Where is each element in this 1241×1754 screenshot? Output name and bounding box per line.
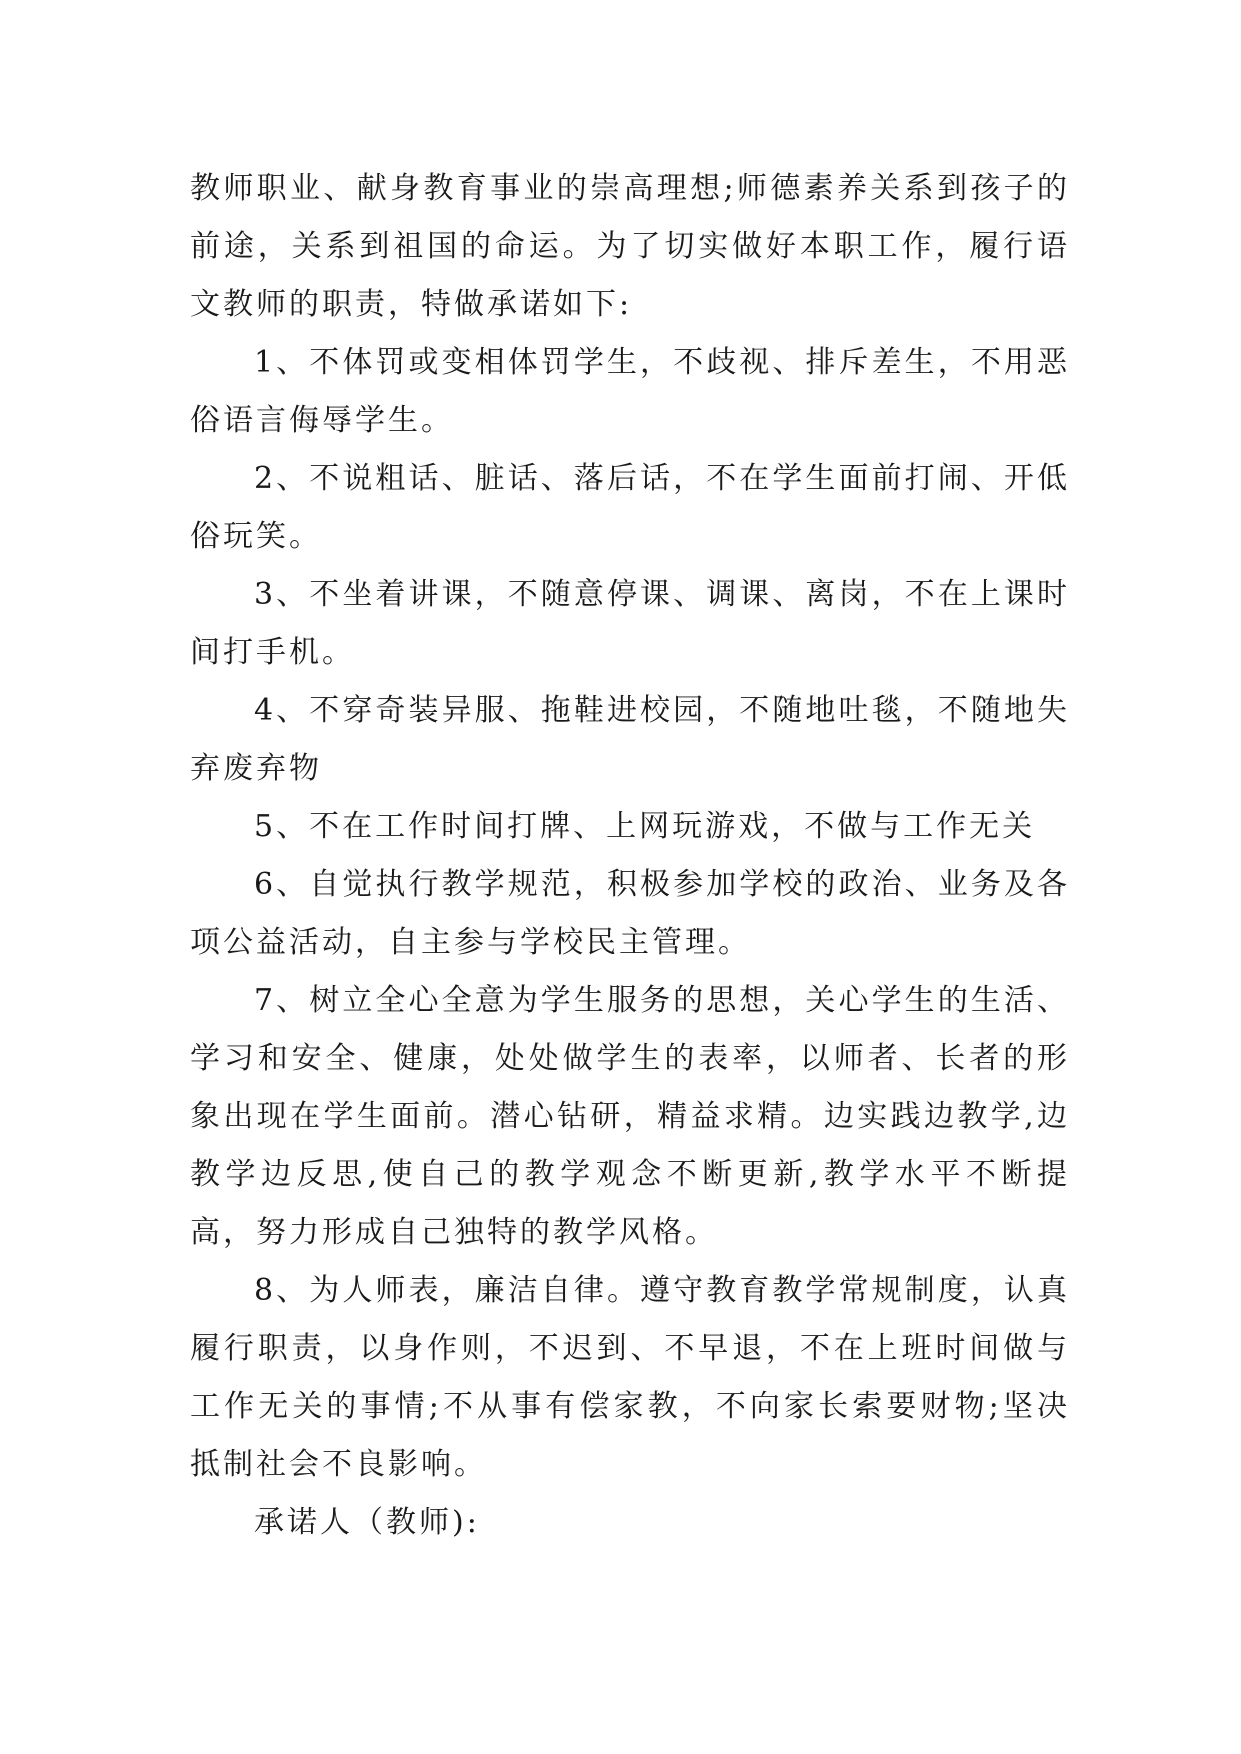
commitment-item-7: 7、树立全心全意为学生服务的思想，关心学生的生活、学习和安全、健康，处处做学生的表率，以师者、长者的形象出现在学生面前。潜心钻研，精益求精。边实践边教学,边教学边反思,使自己的教学观念不断更新,教学水平不断提高，努力形成自己独特的教学风格。 bbox=[190, 983, 1070, 1250]
commitment-item-1: 1、不体罚或变相体罚学生，不歧视、排斥差生，不用恶俗语言侮辱学生。 bbox=[190, 345, 1070, 438]
commitment-item-5: 5、不在工作时间打牌、上网玩游戏，不做与工作无关 bbox=[254, 809, 1036, 844]
commitment-item-8: 8、为人师表，廉洁自律。遵守教育教学常规制度，认真履行职责，以身作则，不迟到、不早退，不在上班时间做与工作无关的事情;不从事有偿家教，不向家长索要财物;坚决抵制社会不良影响。 bbox=[190, 1273, 1070, 1482]
commitment-item-3: 3、不坐着讲课，不随意停课、调课、离岗，不在上课时间打手机。 bbox=[190, 577, 1070, 670]
document-body bbox=[190, 160, 1070, 1552]
signature-line: 承诺人（教师): bbox=[254, 1505, 480, 1540]
commitment-item-6: 6、自觉执行教学规范，积极参加学校的政治、业务及各项公益活动，自主参与学校民主管理。 bbox=[190, 867, 1070, 960]
commitment-item-2: 2、不说粗话、脏话、落后话，不在学生面前打闹、开低俗玩笑。 bbox=[190, 461, 1070, 554]
intro-paragraph: 教师职业、献身教育事业的崇高理想;师德素养关系到孩子的前途，关系到祖国的命运。为了切实做好本职工作，履行语文教师的职责，特做承诺如下: bbox=[190, 171, 1070, 322]
commitment-item-4: 4、不穿奇装异服、拖鞋进校园，不随地吐毯，不随地失弃废弃物 bbox=[190, 693, 1070, 786]
